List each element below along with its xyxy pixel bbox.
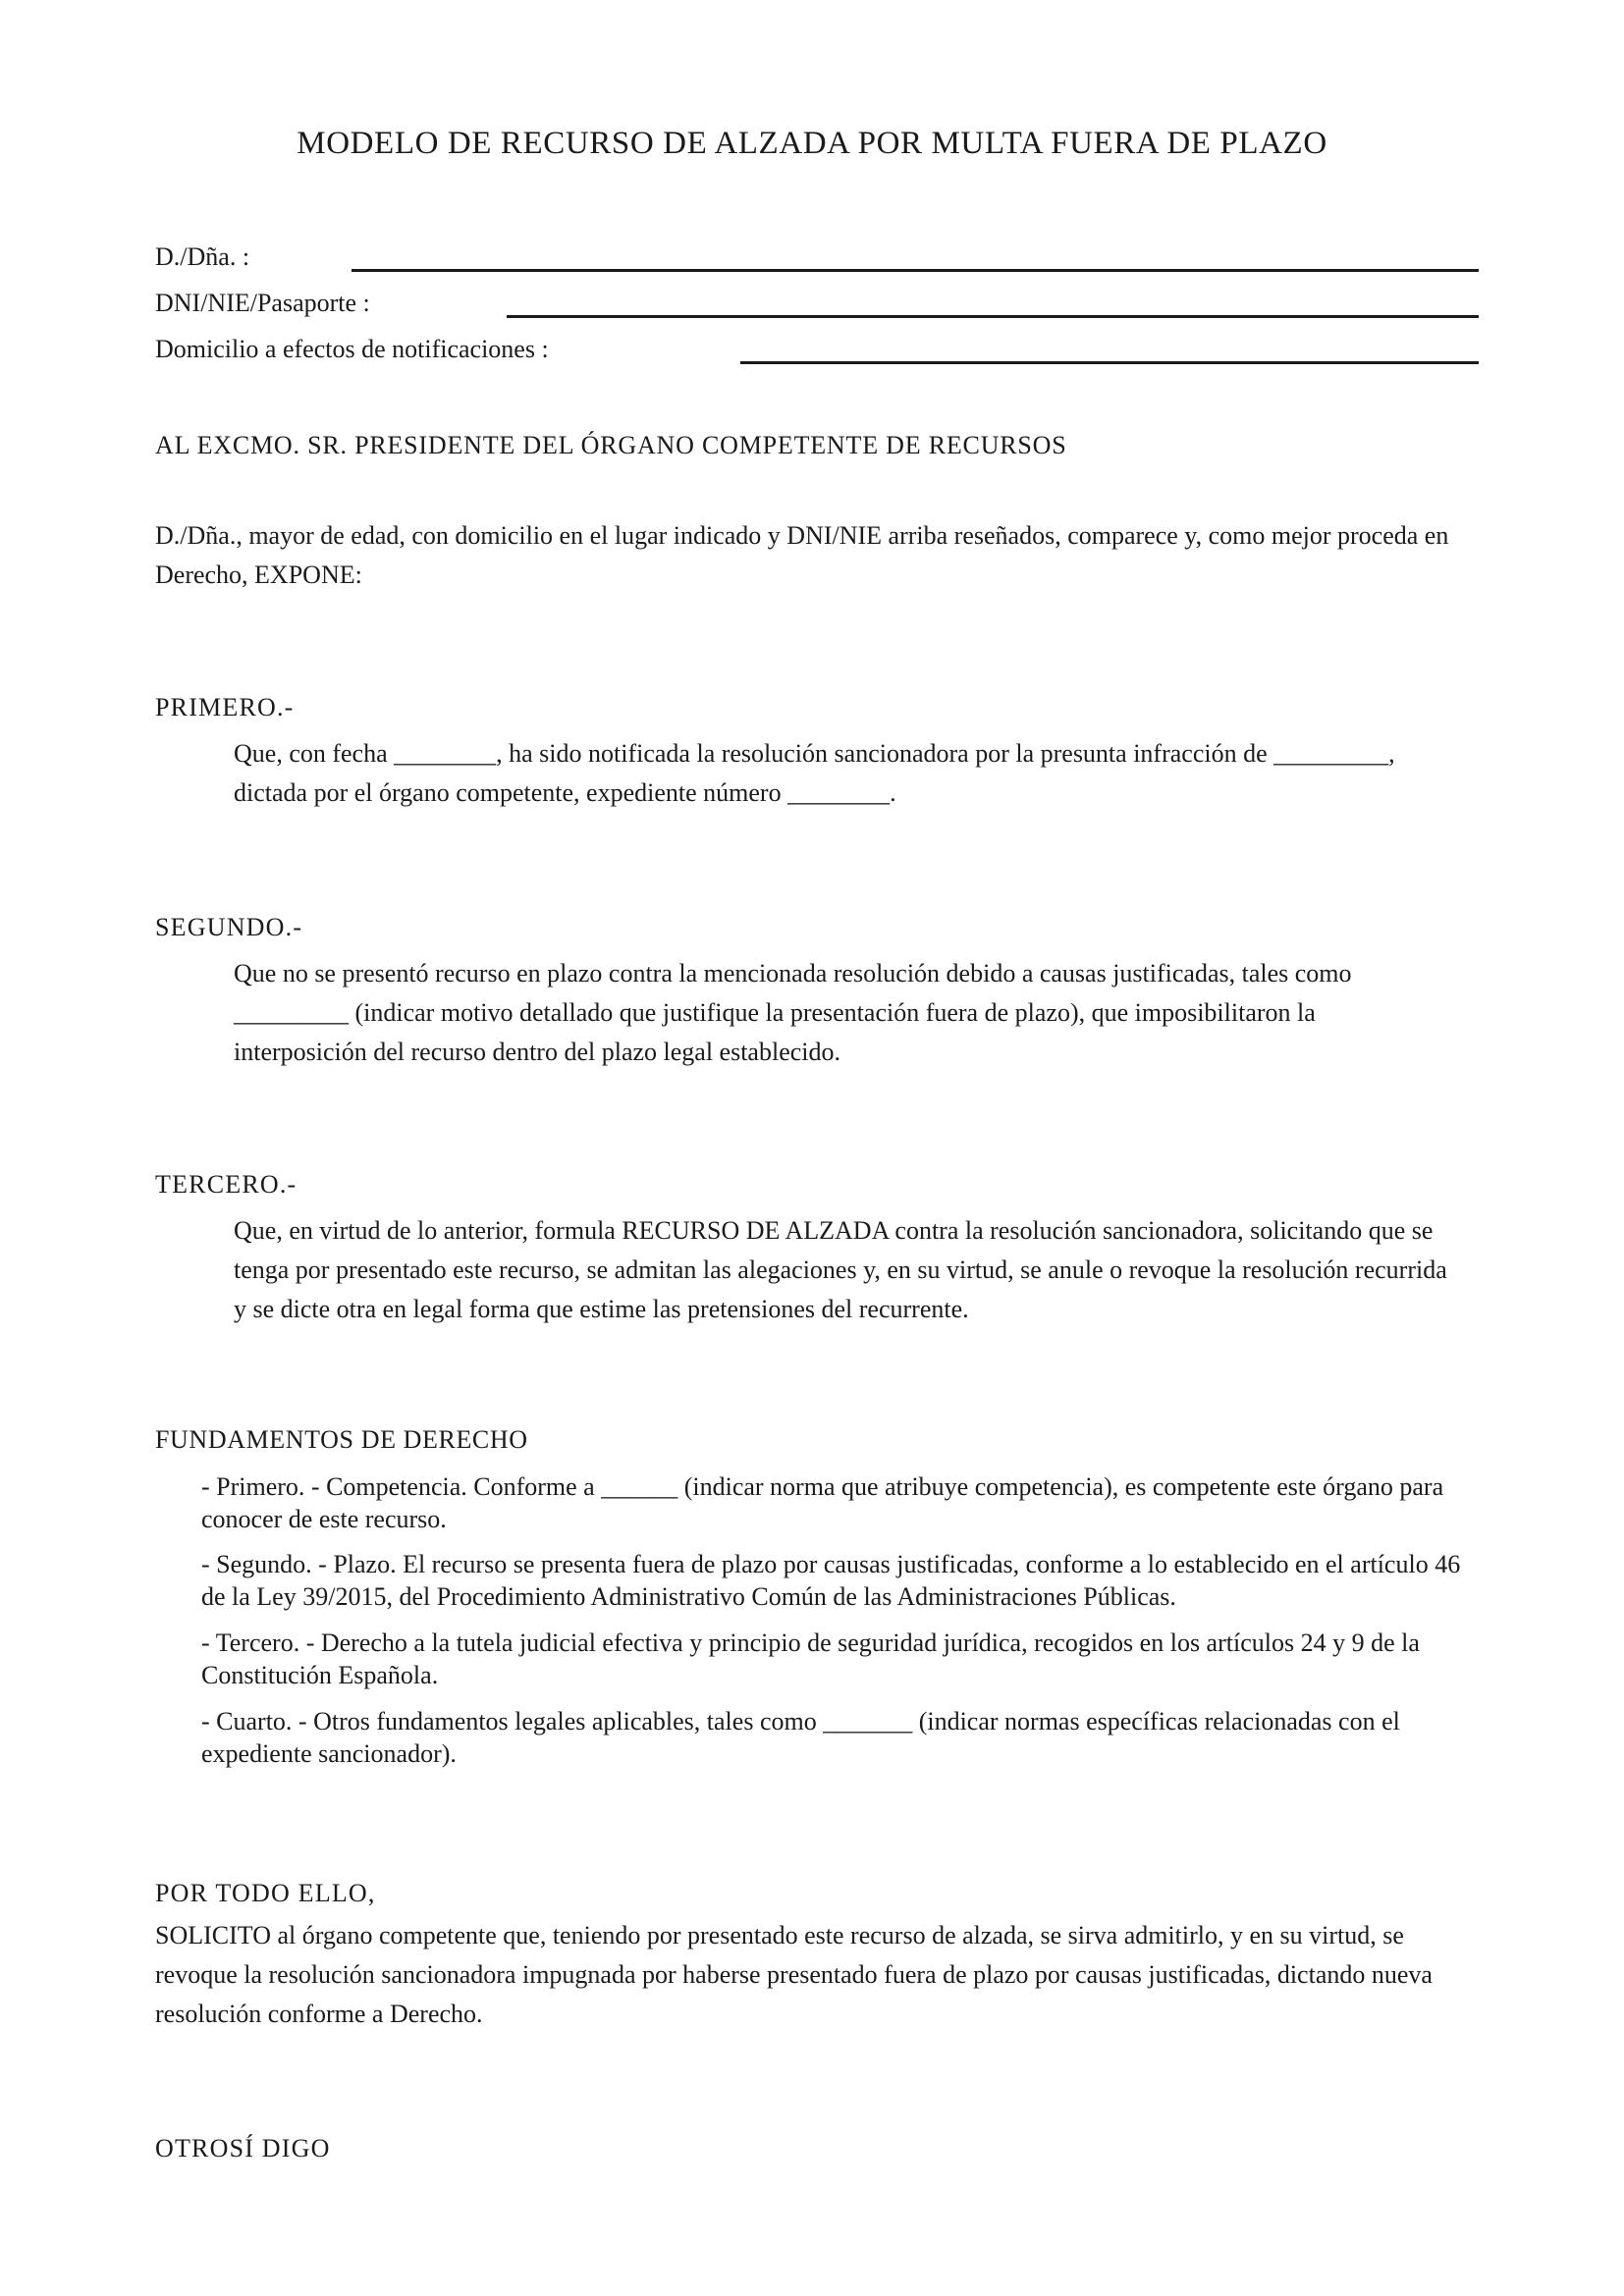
primero-text: Que, con fecha ________, ha sido notificada la resolución sancionadora por la presunta infracción de _________, dictada por el órgano competente, expediente número ________. bbox=[234, 739, 1395, 807]
segundo-text: Que no se presentó recurso en plazo contra la mencionada resolución debido a causas justificadas, tales como _________ (indicar motivo detallado que justifique la presentación fuera de plazo), que imposibilitaron la interposición del recurso dentro del plazo legal establecido. bbox=[234, 959, 1352, 1066]
intro-paragraph: D./Dña., mayor de edad, con domicilio en el lugar indicado y DNI/NIE arriba reseñados, comparece y, como mejor proceda en Derecho, EXPONE: bbox=[155, 521, 1449, 589]
fundamentos-heading: FUNDAMENTOS DE DERECHO bbox=[155, 1425, 528, 1454]
addressee: AL EXCMO. SR. PRESIDENTE DEL ÓRGANO COMPETENTE DE RECURSOS bbox=[155, 431, 1067, 459]
tercero-text: Que, en virtud de lo anterior, formula RECURSO DE ALZADA contra la resolución sancionadora, solicitando que se tenga por presentado este recurso, se admitan las alegaciones y, en su virtud, se anule o revoque la resolución recurrida y se dicte otra en legal forma que estime las pretensiones del recurrente. bbox=[234, 1216, 1447, 1323]
id-label: DNI/NIE/Pasaporte : bbox=[155, 289, 370, 317]
segundo-heading: SEGUNDO.- bbox=[155, 913, 303, 941]
address-label: Domicilio a efectos de notificaciones : bbox=[155, 335, 549, 363]
solicito-paragraph: SOLICITO al órgano competente que, teniendo por presentado este recurso de alzada, se sirva admitirlo, y en su virtud, se revoque la resolución sancionadora impugnada por haberse presentado fuera de plazo por causas justificadas, dictando nueva resolución conforme a Derecho. bbox=[155, 1921, 1433, 2028]
name-label: D./Dña. : bbox=[155, 242, 250, 271]
fundamento-item: - Primero. - Competencia. Conforme a ______ (indicar norma que atribuye competencia), es competente este órgano para conocer de este recurso. bbox=[201, 1472, 1444, 1533]
address-blank-line[interactable] bbox=[740, 361, 1479, 364]
primero-heading: PRIMERO.- bbox=[155, 693, 295, 721]
id-blank-line[interactable] bbox=[507, 315, 1479, 318]
otrosi-heading: OTROSÍ DIGO bbox=[155, 2134, 331, 2163]
fundamento-item: - Segundo. - Plazo. El recurso se presenta fuera de plazo por causas justificadas, conforme a lo establecido en el artículo 46 de la Ley 39/2015, del Procedimiento Administrativo Común de las Administraciones Públicas. bbox=[201, 1550, 1461, 1611]
address-field bbox=[155, 334, 1479, 373]
por-todo-heading: POR TODO ELLO, bbox=[155, 1879, 376, 1907]
fundamento-item: - Tercero. - Derecho a la tutela judicial efectiva y principio de seguridad jurídica, recogidos en los artículos 24 y 9 de la Constitución Española. bbox=[201, 1629, 1420, 1689]
id-field bbox=[155, 288, 1479, 327]
name-blank-line[interactable] bbox=[352, 269, 1479, 272]
fundamento-item: - Cuarto. - Otros fundamentos legales aplicables, tales como _______ (indicar normas específicas relacionadas con el expediente sancionador). bbox=[201, 1707, 1400, 1768]
name-field bbox=[155, 241, 1479, 281]
tercero-heading: TERCERO.- bbox=[155, 1170, 298, 1199]
document-title: MODELO DE RECURSO DE ALZADA POR MULTA FUERA DE PLAZO bbox=[297, 126, 1327, 161]
